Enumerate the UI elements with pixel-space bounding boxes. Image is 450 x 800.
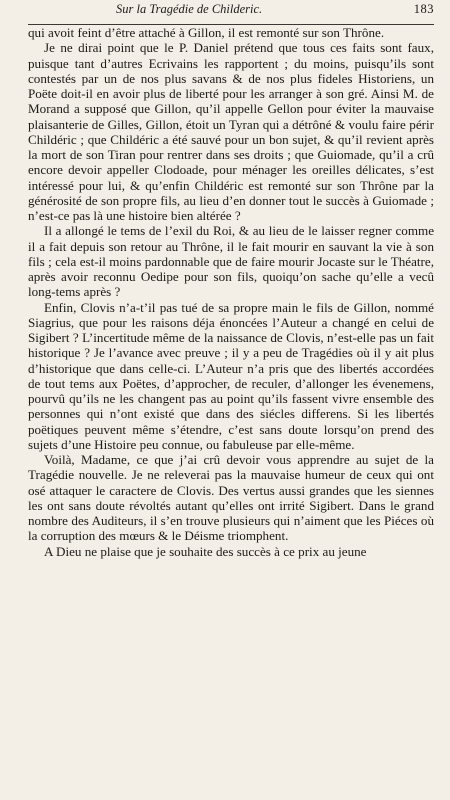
paragraph: Je ne dirai point que le P. Daniel prétend que tous ces faits sont faux, puisque tant d’autres Ecrivains les rapportent ; du moins, puisqu’ils sont contestés par un de nos plus savans & de nos plus fideles Historiens, un Poëte doit-il en avoir plus de liberté pour les arranger à son gré. Ainsi M. de Morand a supposé que Gillon, qu’il appelle Gellon pour éviter la mauvaise plaisanterie de Gilles, Gillon, étoit un Tyran qui a détrôné & voulu faire périr Childéric ; que Childéric a été sauvé pour un bon sujet, & qu’il revient après la mort de son Tiran pour rentrer dans ses droits ; que Guiomade, qu’il a crû encore devoir appeller Clodoade, pour ménager les oreilles délicates, s’est intéressé pour lui, & qu’enfin Childéric est remonté sur son Thrône par la générosité de son propre fils, au lieu d’en donner tout le succès à Guiomade ; n’est-ce pas là une histoire bien altérée ? xyxy=(28,40,434,223)
page-number: 183 xyxy=(413,2,434,16)
running-head xyxy=(28,0,434,25)
paragraph: Enfin, Clovis n’a-t’il pas tué de sa propre main le fils de Gillon, nommé Siagrius, que pour les raisons déja énoncées l’Auteur a changé en celui de Sigibert ? L’incertitude même de la naissance de Clovis, n’est-elle pas un fait historique ? Je l’avance avec preuve ; il y a peu de Tragédies où il y ait plus d’historique que dans celle-ci. L’Auteur n’a pris que des libertés accordées de tout tems aux Poëtes, d’approcher, de reculer, d’allonger les évenemens, pourvû qu’ils ne les changent pas au point qu’ils fassent vivre ensemble des personnes qui n’ont existé que dans des siécles differens. Si les libertés poëtiques peuvent même s’étendre, c’est sans doute lorsqu’on prend des sujets d’une Histoire peu connue, ou fabuleuse par elle-même. xyxy=(28,299,434,452)
body-text xyxy=(28,25,434,559)
paragraph-continued: qui avoit feint d’être attaché à Gillon, il est remonté sur son Thrône. xyxy=(28,25,385,40)
paragraph: Voilà, Madame, ce que j’ai crû devoir vous apprendre au sujet de la Tragédie nouvelle. Je ne releverai pas la mauvaise humeur de ceux qui ont osé attaquer le caractere de Clovis. Des vertus aussi grandes que les siennes les ont sans doute révoltés autant qu’elles ont irrité Sigibert. Dans le grand nombre des Auditeurs, il s’en trouve plusieurs qui n’aiment que les Piéces où la corruption des mœurs & le Déisme triomphent. xyxy=(28,452,434,544)
paragraph: Il a allongé le tems de l’exil du Roi, & au lieu de le laisser regner comme il a fait depuis son retour au Thrône, il le fait mourir en sauvant la vie à son fils ; cela est-il moins pardonnable que de faire mourir Jocaste sur le Théatre, après avoir reconnu Oedipe pour son fils, quoiqu’on sache qu’elle a vecû long-tems après ? xyxy=(28,223,434,300)
running-title: Sur la Tragédie de Childeric. xyxy=(116,2,263,16)
paragraph: A Dieu ne plaise que je souhaite des succès à ce prix au jeune xyxy=(44,543,367,559)
